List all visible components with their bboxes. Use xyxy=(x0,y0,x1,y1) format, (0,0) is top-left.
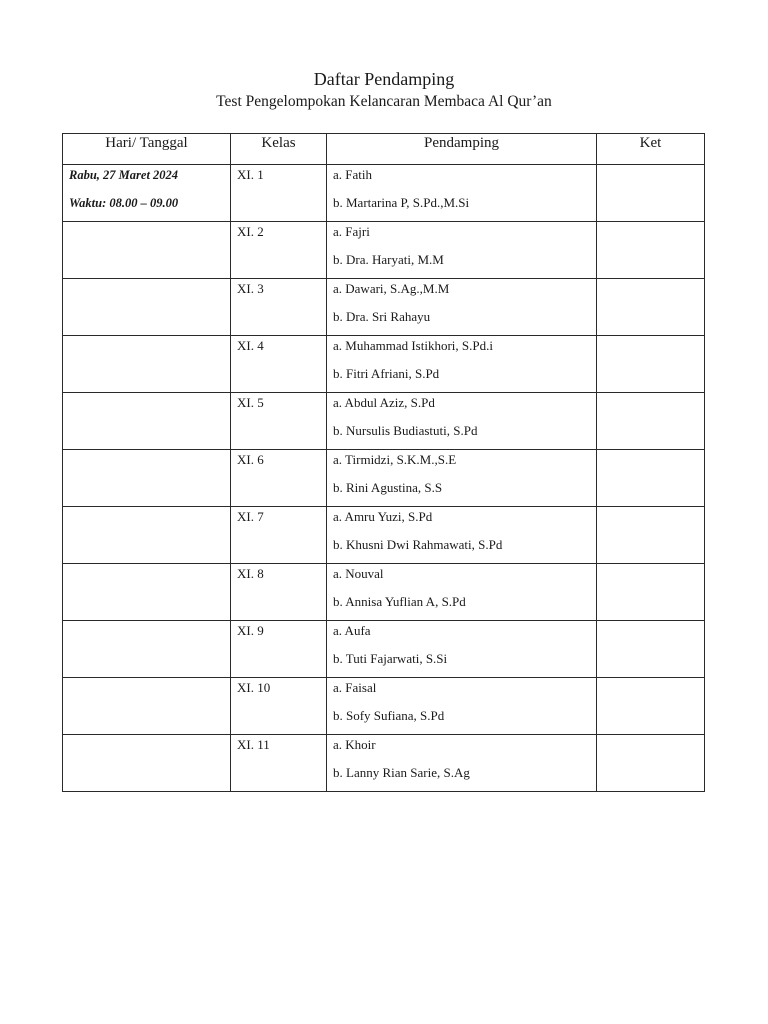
class-cell xyxy=(231,507,327,564)
companion-a: a. Amru Yuzi, S.Pd xyxy=(333,509,433,524)
class-cell xyxy=(231,279,327,336)
note-text xyxy=(597,279,704,307)
day-date: Rabu, 27 Maret 2024 xyxy=(69,168,179,182)
class-label: XI. 3 xyxy=(237,281,264,296)
companion-b: b. Rini Agustina, S.S xyxy=(333,480,443,495)
companion-a: a. Fatih xyxy=(333,167,372,182)
day-cell xyxy=(63,450,231,507)
note-text xyxy=(597,165,704,193)
companion-a: a. Fajri xyxy=(333,224,370,239)
day-cell xyxy=(63,222,231,279)
header-class: Kelas xyxy=(231,134,327,165)
document-subtitle: Test Pengelompokan Kelancaran Membaca Al Qur’an xyxy=(216,93,552,110)
companion-cell xyxy=(327,621,597,678)
companion-b: b. Annisa Yuflian A, S.Pd xyxy=(333,594,466,609)
table-row xyxy=(63,564,705,621)
table-body xyxy=(63,165,705,792)
header-companion: Pendamping xyxy=(327,134,597,165)
companion-a: a. Nouval xyxy=(333,566,384,581)
companion-cell xyxy=(327,336,597,393)
companion-b: b. Fitri Afriani, S.Pd xyxy=(333,366,440,381)
note-cell xyxy=(597,678,705,735)
day-cell xyxy=(63,678,231,735)
companion-b: b. Nursulis Budiastuti, S.Pd xyxy=(333,423,478,438)
companion-cell xyxy=(327,507,597,564)
day-cell xyxy=(63,621,231,678)
note-text xyxy=(597,564,704,592)
day-cell xyxy=(63,279,231,336)
note-cell xyxy=(597,165,705,222)
companion-a: a. Khoir xyxy=(333,737,376,752)
companion-a: a. Faisal xyxy=(333,680,377,695)
companion-cell xyxy=(327,165,597,222)
note-cell xyxy=(597,450,705,507)
companion-a: a. Muhammad Istikhori, S.Pd.i xyxy=(333,338,493,353)
companion-b: b. Sofy Sufiana, S.Pd xyxy=(333,708,445,723)
note-text xyxy=(597,336,704,364)
table-row xyxy=(63,678,705,735)
companion-a: a. Dawari, S.Ag.,M.M xyxy=(333,281,450,296)
class-cell xyxy=(231,450,327,507)
note-text xyxy=(597,222,704,250)
day-cell xyxy=(63,735,231,792)
class-cell xyxy=(231,621,327,678)
companion-cell xyxy=(327,735,597,792)
class-cell xyxy=(231,564,327,621)
note-cell xyxy=(597,393,705,450)
companion-cell xyxy=(327,678,597,735)
class-cell xyxy=(231,165,327,222)
note-text xyxy=(597,507,704,535)
note-cell xyxy=(597,336,705,393)
class-cell xyxy=(231,222,327,279)
class-label: XI. 7 xyxy=(237,509,264,524)
class-label: XI. 4 xyxy=(237,338,264,353)
companion-table xyxy=(62,133,705,792)
note-cell xyxy=(597,621,705,678)
companion-cell xyxy=(327,393,597,450)
class-cell xyxy=(231,678,327,735)
note-text xyxy=(597,393,704,421)
class-label: XI. 5 xyxy=(237,395,264,410)
table-row xyxy=(63,279,705,336)
class-label: XI. 6 xyxy=(237,452,264,467)
companion-cell xyxy=(327,222,597,279)
table-row xyxy=(63,222,705,279)
note-text xyxy=(597,621,704,649)
companion-cell xyxy=(327,564,597,621)
class-cell xyxy=(231,393,327,450)
companion-b: b. Dra. Haryati, M.M xyxy=(333,252,444,267)
day-cell xyxy=(63,393,231,450)
class-label: XI. 11 xyxy=(237,737,270,752)
table-row xyxy=(63,336,705,393)
class-label: XI. 8 xyxy=(237,566,264,581)
companion-b: b. Lanny Rian Sarie, S.Ag xyxy=(333,765,470,780)
day-cell xyxy=(63,336,231,393)
companion-b: b. Khusni Dwi Rahmawati, S.Pd xyxy=(333,537,503,552)
companion-b: b. Dra. Sri Rahayu xyxy=(333,309,431,324)
table-row xyxy=(63,393,705,450)
class-label: XI. 10 xyxy=(237,680,271,695)
table-row xyxy=(63,735,705,792)
header-note: Ket xyxy=(597,134,705,165)
table-row xyxy=(63,507,705,564)
day-cell xyxy=(63,564,231,621)
document-title: Daftar Pendamping xyxy=(313,69,455,89)
day-time: Waktu: 08.00 – 09.00 xyxy=(69,196,179,210)
table-row xyxy=(63,450,705,507)
class-cell xyxy=(231,735,327,792)
note-text xyxy=(597,450,704,478)
companion-a: a. Tirmidzi, S.K.M.,S.E xyxy=(333,452,457,467)
companion-b: b. Martarina P, S.Pd.,M.Si xyxy=(333,195,470,210)
companion-a: a. Abdul Aziz, S.Pd xyxy=(333,395,435,410)
note-cell xyxy=(597,564,705,621)
companion-cell xyxy=(327,450,597,507)
note-text xyxy=(597,735,704,763)
header-day: Hari/ Tanggal xyxy=(63,134,231,165)
note-cell xyxy=(597,507,705,564)
note-cell xyxy=(597,222,705,279)
table-row xyxy=(63,621,705,678)
class-label: XI. 1 xyxy=(237,167,264,182)
companion-cell xyxy=(327,279,597,336)
class-label: XI. 9 xyxy=(237,623,264,638)
class-cell xyxy=(231,336,327,393)
table-header-row xyxy=(63,134,705,165)
companion-a: a. Aufa xyxy=(333,623,371,638)
note-text xyxy=(597,678,704,706)
day-cell xyxy=(63,165,231,222)
note-cell xyxy=(597,279,705,336)
day-cell xyxy=(63,507,231,564)
note-cell xyxy=(597,735,705,792)
companion-b: b. Tuti Fajarwati, S.Si xyxy=(333,651,448,666)
class-label: XI. 2 xyxy=(237,224,264,239)
table-row xyxy=(63,165,705,222)
